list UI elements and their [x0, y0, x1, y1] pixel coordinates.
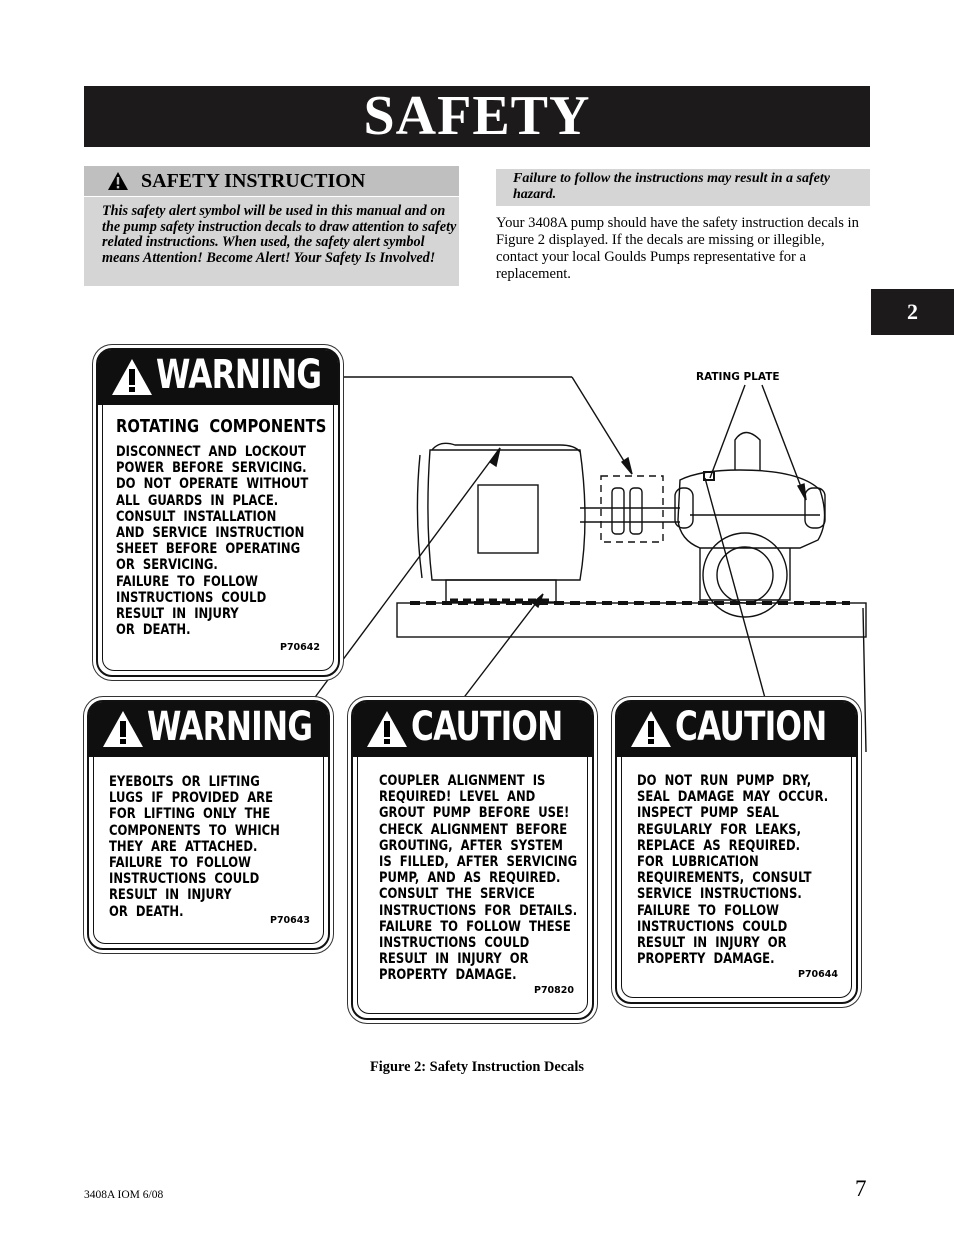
decal-code: P70644: [797, 969, 838, 980]
decal-signal-word: WARNING: [147, 704, 313, 750]
decal-header: [617, 702, 856, 757]
failure-note-text: Failure to follow the instructions may result in a safety hazard.: [513, 171, 830, 202]
decal-text: EYEBOLTS OR LIFTING LUGS IF PROVIDED ARE FOR LIFTING ONLY THE COMPONENTS TO WHICH THEY ARE ATTACHED. FAILURE TO FOLLOW INSTRUCTIONS COULD RESULT IN INJURY OR DEATH.: [109, 774, 280, 920]
decal-text: DO NOT RUN PUMP DRY, SEAL DAMAGE MAY OCCUR. INSPECT PUMP SEAL REGULARLY FOR LEAKS, REPLACE AS REQUIRED. FOR LUBRICATION REQUIREMENTS, CONSULT SERVICE INSTRUCTIONS. FAILURE TO FOLLOW INSTRUCTIONS COULD RESULT IN INJURY OR PROPERTY DAMAGE.: [637, 773, 829, 968]
decal-header: [89, 702, 328, 757]
decal-text: COUPLER ALIGNMENT IS REQUIRED! LEVEL AND GROUT PUMP BEFORE USE! CHECK ALIGNMENT BEFORE GROUTING, AFTER SYSTEM IS FILLED, AFTER SERVICING PUMP, AND AS REQUIRED. CONSULT THE SERVICE INSTRUCTIONS FOR DETAILS. FAILURE TO FOLLOW THESE INSTRUCTIONS COULD RESULT IN INJURY OR PROPERTY DAMAGE.: [379, 773, 578, 984]
chapter-tab: 2: [871, 289, 954, 335]
figure-caption: Figure 2: Safety Instruction Decals: [370, 1059, 584, 1075]
intro-paragraph: Your 3408A pump should have the safety instruction decals in Figure 2 displayed. If the decals are missing or illegible, contact your local Goulds Pumps representative for a replacement.: [496, 215, 859, 282]
decal-heading: ROTATING COMPONENTS: [116, 416, 327, 437]
decal-signal-word: CAUTION: [675, 704, 827, 750]
warning-triangle-icon: [365, 709, 409, 749]
decal-caution-seal: [615, 700, 858, 1004]
decal-signal-word: CAUTION: [411, 704, 563, 750]
decal-text: DISCONNECT AND LOCKOUT POWER BEFORE SERVICING. DO NOT OPERATE WITHOUT ALL GUARDS IN PLACE. CONSULT INSTALLATION AND SERVICE INSTRUCTION SHEET BEFORE OPERATING OR SERVICING. FAILURE TO FOLLOW INSTRUCTIONS COULD RESULT IN INJURY OR DEATH.: [116, 444, 309, 639]
page-number: 7: [855, 1176, 867, 1201]
decal-header: [98, 350, 338, 405]
decal-caution-alignment: [351, 700, 594, 1020]
decal-warning-rotating: [96, 348, 340, 677]
rating-plate-label: RATING PLATE: [696, 371, 780, 383]
decal-warning-eyebolts: [87, 700, 330, 950]
decal-code: P70820: [533, 985, 574, 996]
warning-triangle-icon: [101, 709, 145, 749]
decal-code: P70642: [279, 642, 320, 653]
decal-code: P70643: [269, 915, 310, 926]
safety-instruction-title: SAFETY INSTRUCTION: [141, 170, 366, 192]
decal-header: [353, 702, 592, 757]
warning-triangle-icon: [629, 709, 673, 749]
warning-triangle-icon: [110, 357, 154, 397]
footer-doc-id: 3408A IOM 6/08: [84, 1189, 164, 1201]
page-banner: SAFETY: [84, 86, 870, 147]
safety-instruction-text: This safety alert symbol will be used in this manual and on the pump safety instruction decals to draw attention to safety related instructions. When used, the safety alert symbol means Attention! Become Alert! Your Safety Is Involved!: [102, 203, 457, 266]
decal-signal-word: WARNING: [156, 352, 322, 398]
